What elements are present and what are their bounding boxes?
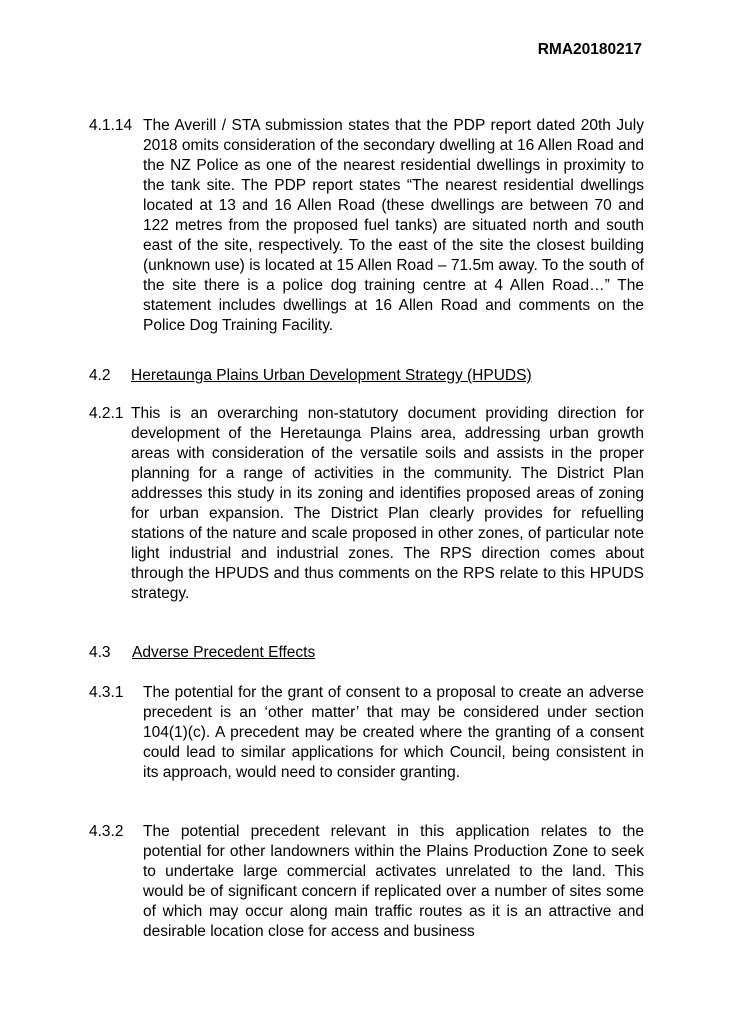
document-reference: RMA20180217: [537, 41, 642, 58]
paragraph-4-3-2: [89, 822, 644, 942]
section-heading-4-3: [89, 643, 316, 663]
paragraph-text: This is an overarching non-statutory document providing direction for development of the Heretaunga Plains area, addressing urban growth areas with consideration of the versatile soils and assists in the proper planning for a range of activities in the community. The District Plan addresses this study in its zoning and identifies proposed areas of zoning for urban expansion. The District Plan clearly provides for refuelling stations of the nature and scale proposed in other zones, of particular note light industrial and industrial zones. The RPS direction comes about through the HPUDS and thus comments on the RPS relate to this HPUDS strategy.: [131, 405, 644, 602]
section-number: 4.2: [89, 367, 111, 384]
paragraph-number: 4.3.1: [89, 684, 124, 701]
paragraph-number: 4.3.2: [89, 823, 124, 840]
section-heading-4-2: [89, 366, 532, 386]
section-title: Adverse Precedent Effects: [132, 644, 316, 661]
paragraph-4-3-1: [89, 683, 644, 783]
paragraph-text: The Averill / STA submission states that the PDP report dated 20th July 2018 omits consideration of the secondary dwelling at 16 Allen Road and the NZ Police as one of the nearest residential dwellings in proximity to the tank site. The PDP report states “The nearest residential dwellings located at 13 and 16 Allen Road (these dwellings are between 70 and 122 metres from the proposed fuel tanks) are situated north and south east of the site, respectively. To the east of the site the closest building (unknown use) is located at 15 Allen Road – 71.5m away. To the south of the site there is a police dog training centre at 4 Allen Road…” The statement includes dwellings at 16 Allen Road and comments on the Police Dog Training Facility.: [143, 117, 644, 334]
paragraph-4-1-14: [89, 116, 644, 336]
section-title: Heretaunga Plains Urban Development Strategy (HPUDS): [131, 367, 532, 384]
paragraph-text: The potential for the grant of consent to a proposal to create an adverse precedent is an ‘other matter’ that may be considered under section 104(1)(c). A precedent may be created where the granting of a consent could lead to similar applications for which Council, being consistent in its approach, would need to consider granting.: [143, 684, 644, 781]
paragraph-4-2-1: [89, 404, 644, 604]
paragraph-text: The potential precedent relevant in this application relates to the potential for other landowners within the Plains Production Zone to seek to undertake large commercial activates unrelated to the land. This would be of significant concern if replicated over a number of sites some of which may occur along main traffic routes as it is an attractive and desirable location close for access and business: [143, 823, 644, 940]
paragraph-number: 4.2.1: [89, 405, 124, 422]
section-number: 4.3: [89, 644, 111, 661]
paragraph-number: 4.1.14: [89, 117, 133, 134]
